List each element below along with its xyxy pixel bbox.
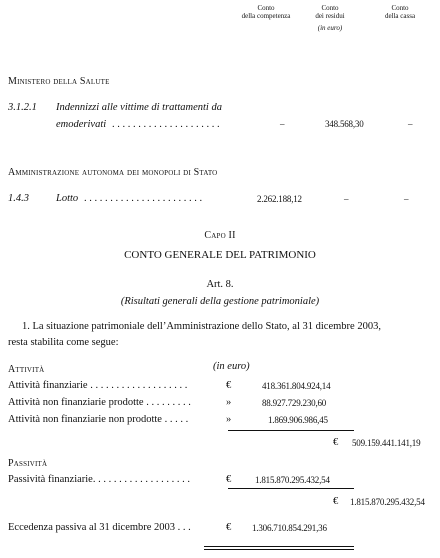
article-subtitle: (Risultati generali della gestione patrimoniale) [120,296,320,307]
row-symbol: » [226,397,232,408]
eccedenza-value: 1.306.710.854.291,36 [252,523,327,533]
row-label: Attività non finanziarie prodotte . . . . . . . . . [8,397,191,408]
row-value: 1.815.870.295.432,54 [255,475,330,485]
value-residui: 348.568,30 [325,119,364,129]
row-value: 1.869.906.986,45 [268,415,328,425]
leader-dots: . . . . . . . . . . . . . . . . . . . . . . . [84,193,203,204]
item-code: 1.4.3 [8,193,29,204]
passivita-total: 1.815.870.295.432,54 [350,497,425,507]
value-residui: – [344,194,349,204]
row-symbol: € [226,474,232,485]
row-symbol: € [226,380,232,391]
subtotal-rule [228,488,354,489]
item-code: 3.1.2.1 [8,102,37,113]
row-value: 88.927.729.230,60 [262,398,327,408]
total-symbol: € [333,437,339,448]
capo-label: Capo II [204,230,236,241]
total-symbol: € [333,496,339,507]
passivita-heading: Passività [8,458,48,469]
article-label: Art. 8. [206,279,234,290]
attivita-total: 509.159.441.141,19 [352,438,421,448]
value-competenza: 2.262.188,12 [257,194,302,204]
unit-label: (in euro) [213,361,250,372]
value-competenza: – [280,119,285,129]
value-cassa: – [408,119,413,129]
value-cassa: – [404,194,409,204]
row-value: 418.361.804.924,14 [262,381,331,391]
eccedenza-symbol: € [226,522,232,533]
double-rule [204,549,354,550]
row-label: Attività non finanziarie non prodotte . . . . . [8,414,189,425]
item-text: emoderivati [56,119,107,130]
column-header-competenza: Conto della competenza [241,4,291,20]
capo-title: CONTO GENERALE DEL PATRIMONIO [124,249,316,261]
paragraph-line: resta stabilita come segue: [8,337,119,348]
row-symbol: » [226,414,232,425]
paragraph-line: 1. La situazione patrimoniale dell’Amministrazione dello Stato, al 31 dicembre 2003, [22,321,381,332]
row-label: Attività finanziarie . . . . . . . . . . . . . . . . . . . [8,380,188,391]
amministrazione-heading: Amministrazione autonoma dei monopoli di Stato [8,167,218,178]
row-label: Passività finanziarie. . . . . . . . . . . . . . . . . . . [8,474,190,485]
ministero-heading: Ministero della Salute [8,76,110,87]
leader-dots: . . . . . . . . . . . . . . . . . . . . . [112,119,220,130]
attivita-heading: Attività [8,364,45,375]
item-text: Lotto [56,193,79,204]
column-header-cassa: Conto della cassa [384,4,416,20]
double-rule [204,546,354,547]
eccedenza-label: Eccedenza passiva al 31 dicembre 2003 . . . [8,522,191,533]
column-header-residui: Conto dei residui (in euro) [315,4,345,32]
item-text: Indennizzi alle vittime di trattamenti da [56,102,222,113]
subtotal-rule [228,430,354,431]
